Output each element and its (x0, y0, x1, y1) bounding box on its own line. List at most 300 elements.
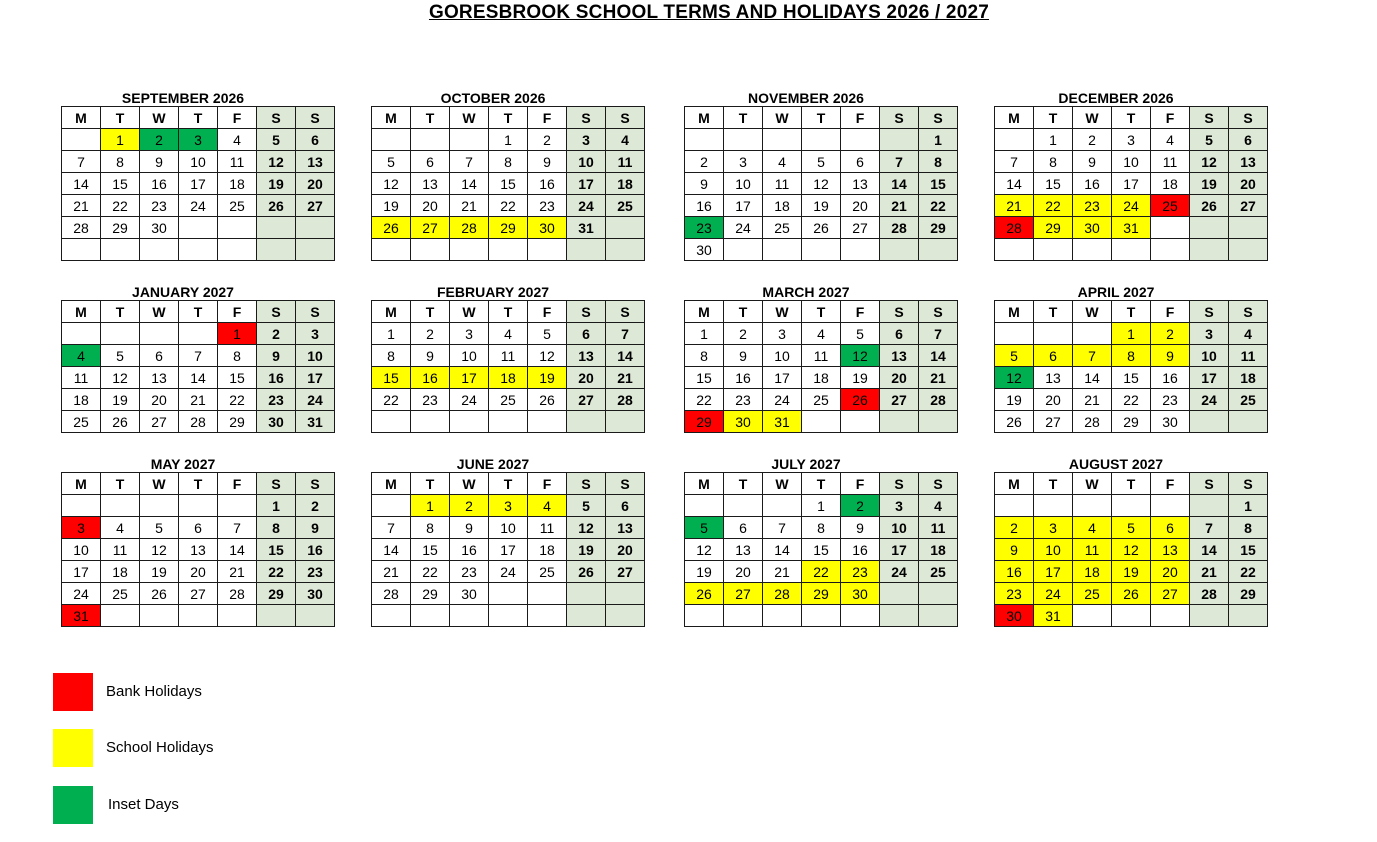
day-cell (567, 411, 606, 433)
day-cell (1190, 239, 1229, 261)
day-cell: 29 (101, 217, 140, 239)
day-cell: 5 (528, 323, 567, 345)
day-cell: 11 (101, 539, 140, 561)
day-cell: 20 (411, 195, 450, 217)
day-cell (685, 605, 724, 627)
week-row (685, 389, 958, 411)
day-cell (606, 217, 645, 239)
week-row (372, 411, 645, 433)
day-cell: 10 (763, 345, 802, 367)
day-cell: 28 (218, 583, 257, 605)
day-cell: 29 (411, 583, 450, 605)
day-cell: 12 (101, 367, 140, 389)
day-cell: 14 (62, 173, 101, 195)
school-holiday-day: 29 (802, 583, 841, 605)
week-row (995, 605, 1268, 627)
day-cell: 17 (567, 173, 606, 195)
weekday-header: S (1229, 107, 1268, 129)
day-cell: 6 (880, 323, 919, 345)
day-cell: 15 (411, 539, 450, 561)
inset-day: 2 (140, 129, 179, 151)
weekday-header: T (179, 301, 218, 323)
day-cell (1190, 411, 1229, 433)
school-holiday-day: 13 (1151, 539, 1190, 561)
day-cell (257, 605, 296, 627)
day-cell: 4 (1151, 129, 1190, 151)
day-cell (919, 239, 958, 261)
day-cell (411, 129, 450, 151)
day-cell: 25 (606, 195, 645, 217)
day-cell: 14 (995, 173, 1034, 195)
day-cell: 25 (919, 561, 958, 583)
day-cell (372, 495, 411, 517)
day-cell: 13 (1034, 367, 1073, 389)
week-row (685, 239, 958, 261)
day-cell (101, 495, 140, 517)
school-holiday-day: 5 (995, 345, 1034, 367)
day-cell (995, 323, 1034, 345)
day-cell: 19 (802, 195, 841, 217)
weekday-header: T (1112, 107, 1151, 129)
day-cell: 12 (685, 539, 724, 561)
day-cell: 13 (1229, 151, 1268, 173)
day-cell: 22 (372, 389, 411, 411)
day-cell (802, 605, 841, 627)
weekday-header: T (101, 301, 140, 323)
day-cell (1034, 239, 1073, 261)
weekday-header: F (528, 473, 567, 495)
weekday-header: S (1190, 473, 1229, 495)
day-cell (919, 411, 958, 433)
day-cell (489, 605, 528, 627)
day-cell: 4 (101, 517, 140, 539)
day-cell: 20 (1034, 389, 1073, 411)
weekday-header: F (841, 301, 880, 323)
day-cell (763, 495, 802, 517)
day-cell: 23 (296, 561, 335, 583)
day-cell: 25 (101, 583, 140, 605)
school-holiday-day: 9 (1151, 345, 1190, 367)
day-cell: 10 (450, 345, 489, 367)
weekday-header: T (411, 107, 450, 129)
day-cell: 8 (372, 345, 411, 367)
inset-day: 5 (685, 517, 724, 539)
day-cell: 19 (995, 389, 1034, 411)
week-row (995, 389, 1268, 411)
day-cell: 11 (218, 151, 257, 173)
day-cell: 29 (218, 411, 257, 433)
day-cell (1151, 217, 1190, 239)
day-cell: 10 (62, 539, 101, 561)
day-cell: 24 (62, 583, 101, 605)
week-row (685, 195, 958, 217)
inset-day-swatch (53, 786, 93, 824)
weekday-header: S (257, 301, 296, 323)
weekday-header: T (1112, 301, 1151, 323)
day-cell (1073, 495, 1112, 517)
day-cell (140, 495, 179, 517)
weekday-header: W (1073, 301, 1112, 323)
day-cell: 2 (685, 151, 724, 173)
day-cell: 21 (218, 561, 257, 583)
week-row (372, 389, 645, 411)
week-row (62, 323, 335, 345)
day-cell: 3 (567, 129, 606, 151)
weekday-header: S (1190, 301, 1229, 323)
day-cell: 9 (257, 345, 296, 367)
day-cell (218, 239, 257, 261)
day-cell (411, 605, 450, 627)
day-cell: 15 (1229, 539, 1268, 561)
day-cell (179, 605, 218, 627)
month-title: SEPTEMBER 2026 (121, 90, 245, 106)
day-cell: 18 (763, 195, 802, 217)
weekday-header: S (257, 473, 296, 495)
day-cell: 19 (140, 561, 179, 583)
day-cell: 24 (489, 561, 528, 583)
week-row (372, 345, 645, 367)
day-cell: 10 (296, 345, 335, 367)
day-cell: 8 (218, 345, 257, 367)
day-cell: 7 (995, 151, 1034, 173)
day-cell: 1 (685, 323, 724, 345)
day-cell: 27 (1034, 411, 1073, 433)
day-cell (101, 605, 140, 627)
day-cell: 27 (296, 195, 335, 217)
week-row (62, 151, 335, 173)
day-cell: 5 (101, 345, 140, 367)
week-row (685, 151, 958, 173)
month-title: FEBRUARY 2027 (436, 284, 550, 300)
day-cell: 13 (296, 151, 335, 173)
school-holiday-day: 26 (685, 583, 724, 605)
day-cell (411, 239, 450, 261)
day-cell: 27 (179, 583, 218, 605)
school-holiday-day: 25 (1073, 583, 1112, 605)
day-cell: 12 (1190, 151, 1229, 173)
inset-day: 12 (841, 345, 880, 367)
month-table (994, 472, 1268, 627)
day-cell (528, 411, 567, 433)
month-table (61, 472, 335, 627)
week-row (372, 561, 645, 583)
school-holiday-day: 6 (1151, 517, 1190, 539)
day-cell: 28 (880, 217, 919, 239)
school-holiday-day: 30 (1073, 217, 1112, 239)
day-cell: 25 (763, 217, 802, 239)
month-title: JULY 2027 (771, 456, 841, 472)
month-table (371, 300, 645, 433)
week-row (995, 345, 1268, 367)
day-cell (372, 239, 411, 261)
day-cell (880, 605, 919, 627)
bank-holiday-day: 1 (218, 323, 257, 345)
inset-day: 2 (841, 495, 880, 517)
week-row (62, 561, 335, 583)
week-row (685, 217, 958, 239)
week-row (62, 605, 335, 627)
day-cell: 19 (841, 367, 880, 389)
day-cell: 29 (1229, 583, 1268, 605)
day-cell: 30 (257, 411, 296, 433)
school-holiday-day: 1 (101, 129, 140, 151)
weekday-header: M (685, 107, 724, 129)
day-cell: 6 (411, 151, 450, 173)
day-cell: 28 (372, 583, 411, 605)
day-cell: 6 (567, 323, 606, 345)
school-holiday-day: 22 (802, 561, 841, 583)
day-cell: 24 (724, 217, 763, 239)
school-holiday-day: 31 (1112, 217, 1151, 239)
weekday-header: T (724, 301, 763, 323)
weekday-header: W (140, 107, 179, 129)
day-cell: 17 (763, 367, 802, 389)
day-cell: 20 (841, 195, 880, 217)
week-row (995, 561, 1268, 583)
school-holiday-day: 3 (489, 495, 528, 517)
school-holiday-day: 28 (763, 583, 802, 605)
week-row (685, 367, 958, 389)
school-holiday-day: 16 (995, 561, 1034, 583)
week-row (685, 173, 958, 195)
day-cell: 7 (880, 151, 919, 173)
weekday-header: S (257, 107, 296, 129)
day-cell (257, 239, 296, 261)
day-cell: 13 (724, 539, 763, 561)
day-cell (179, 495, 218, 517)
day-cell (450, 129, 489, 151)
day-cell (450, 411, 489, 433)
week-row (685, 539, 958, 561)
day-cell: 25 (62, 411, 101, 433)
weekday-header: S (296, 301, 335, 323)
day-cell: 26 (567, 561, 606, 583)
bank-holiday-day: 3 (62, 517, 101, 539)
day-cell: 10 (489, 517, 528, 539)
day-cell: 28 (62, 217, 101, 239)
day-cell: 20 (1229, 173, 1268, 195)
day-cell: 7 (372, 517, 411, 539)
page-title: GORESBROOK SCHOOL TERMS AND HOLIDAYS 2026 / 2027 (428, 2, 990, 23)
day-cell: 16 (257, 367, 296, 389)
day-cell: 14 (450, 173, 489, 195)
weekday-header: M (372, 107, 411, 129)
day-cell: 30 (450, 583, 489, 605)
day-cell: 24 (179, 195, 218, 217)
week-row (995, 367, 1268, 389)
day-cell: 11 (606, 151, 645, 173)
day-cell: 3 (1190, 323, 1229, 345)
day-cell: 7 (179, 345, 218, 367)
day-cell: 16 (140, 173, 179, 195)
week-row (685, 323, 958, 345)
day-cell: 16 (724, 367, 763, 389)
day-cell: 14 (179, 367, 218, 389)
day-cell: 14 (372, 539, 411, 561)
day-cell (528, 583, 567, 605)
day-cell: 10 (880, 517, 919, 539)
day-cell: 10 (179, 151, 218, 173)
day-cell (1229, 239, 1268, 261)
day-cell (841, 605, 880, 627)
day-cell (919, 605, 958, 627)
weekday-header: S (567, 473, 606, 495)
day-cell: 19 (101, 389, 140, 411)
weekday-header: S (919, 301, 958, 323)
day-cell: 14 (1073, 367, 1112, 389)
day-cell (62, 323, 101, 345)
month-title: APRIL 2027 (1077, 284, 1155, 300)
day-cell: 11 (489, 345, 528, 367)
day-cell (1034, 323, 1073, 345)
school-holiday-day: 18 (1073, 561, 1112, 583)
weekday-header: F (1151, 473, 1190, 495)
day-cell: 23 (1151, 389, 1190, 411)
weekday-header: S (919, 107, 958, 129)
day-cell: 10 (1190, 345, 1229, 367)
week-row (62, 517, 335, 539)
weekday-header: W (140, 473, 179, 495)
day-cell: 4 (763, 151, 802, 173)
day-cell: 3 (450, 323, 489, 345)
day-cell (62, 495, 101, 517)
inset-day: 12 (995, 367, 1034, 389)
day-cell: 23 (450, 561, 489, 583)
day-cell: 12 (567, 517, 606, 539)
day-cell: 2 (1073, 129, 1112, 151)
month-title: JUNE 2027 (456, 456, 530, 472)
week-row (995, 173, 1268, 195)
day-cell: 29 (257, 583, 296, 605)
day-cell: 17 (489, 539, 528, 561)
day-cell: 16 (685, 195, 724, 217)
day-cell: 12 (802, 173, 841, 195)
day-cell (62, 129, 101, 151)
day-cell (101, 239, 140, 261)
weekday-header: T (179, 107, 218, 129)
day-cell: 15 (101, 173, 140, 195)
weekday-header: F (528, 301, 567, 323)
day-cell: 19 (685, 561, 724, 583)
day-cell: 31 (567, 217, 606, 239)
weekday-header: S (880, 107, 919, 129)
day-cell: 2 (257, 323, 296, 345)
day-cell: 9 (685, 173, 724, 195)
day-cell: 13 (179, 539, 218, 561)
day-cell: 22 (919, 195, 958, 217)
day-cell: 9 (411, 345, 450, 367)
day-cell (880, 583, 919, 605)
school-holiday-day: 23 (995, 583, 1034, 605)
day-cell (218, 605, 257, 627)
day-cell: 20 (179, 561, 218, 583)
weekday-header: S (567, 301, 606, 323)
day-cell: 20 (724, 561, 763, 583)
day-cell: 26 (995, 411, 1034, 433)
day-cell (567, 605, 606, 627)
day-cell: 24 (296, 389, 335, 411)
day-cell (763, 129, 802, 151)
day-cell: 15 (919, 173, 958, 195)
weekday-header: M (372, 473, 411, 495)
week-row (995, 151, 1268, 173)
day-cell (1034, 495, 1073, 517)
school-holiday-day: 11 (1073, 539, 1112, 561)
day-cell (1112, 605, 1151, 627)
weekday-header: S (567, 107, 606, 129)
day-cell (140, 323, 179, 345)
day-cell: 27 (567, 389, 606, 411)
day-cell: 20 (140, 389, 179, 411)
day-cell: 27 (1229, 195, 1268, 217)
week-row (62, 195, 335, 217)
weekday-header: F (841, 473, 880, 495)
day-cell: 19 (1190, 173, 1229, 195)
weekday-header: T (1034, 301, 1073, 323)
month-title: DECEMBER 2026 (1058, 90, 1174, 106)
day-cell: 19 (257, 173, 296, 195)
day-cell: 17 (1190, 367, 1229, 389)
day-cell: 2 (411, 323, 450, 345)
day-cell (1151, 239, 1190, 261)
day-cell: 13 (880, 345, 919, 367)
day-cell: 20 (880, 367, 919, 389)
day-cell: 17 (62, 561, 101, 583)
day-cell: 24 (880, 561, 919, 583)
day-cell: 8 (1229, 517, 1268, 539)
day-cell: 7 (919, 323, 958, 345)
day-cell: 9 (1073, 151, 1112, 173)
day-cell: 25 (489, 389, 528, 411)
day-cell: 30 (1151, 411, 1190, 433)
day-cell: 14 (606, 345, 645, 367)
day-cell (140, 239, 179, 261)
day-cell: 1 (1229, 495, 1268, 517)
bank-holiday-swatch (53, 673, 93, 711)
day-cell (606, 605, 645, 627)
day-cell: 26 (802, 217, 841, 239)
day-cell: 14 (763, 539, 802, 561)
week-row (372, 195, 645, 217)
day-cell: 8 (257, 517, 296, 539)
weekday-header: F (1151, 107, 1190, 129)
day-cell: 17 (880, 539, 919, 561)
day-cell: 21 (919, 367, 958, 389)
weekday-header: T (411, 473, 450, 495)
day-cell: 22 (101, 195, 140, 217)
school-holiday-day: 9 (995, 539, 1034, 561)
day-cell (685, 129, 724, 151)
day-cell: 9 (528, 151, 567, 173)
day-cell: 4 (606, 129, 645, 151)
day-cell: 7 (1190, 517, 1229, 539)
week-row (62, 173, 335, 195)
day-cell: 1 (919, 129, 958, 151)
day-cell: 24 (567, 195, 606, 217)
day-cell (140, 605, 179, 627)
day-cell: 22 (489, 195, 528, 217)
school-holiday-day: 3 (1034, 517, 1073, 539)
week-row (372, 217, 645, 239)
day-cell (179, 217, 218, 239)
school-holiday-day: 1 (1112, 323, 1151, 345)
weekday-header: S (296, 107, 335, 129)
weekday-header: W (450, 473, 489, 495)
day-cell: 13 (606, 517, 645, 539)
day-cell: 5 (802, 151, 841, 173)
weekday-header: T (1034, 107, 1073, 129)
day-cell: 8 (411, 517, 450, 539)
